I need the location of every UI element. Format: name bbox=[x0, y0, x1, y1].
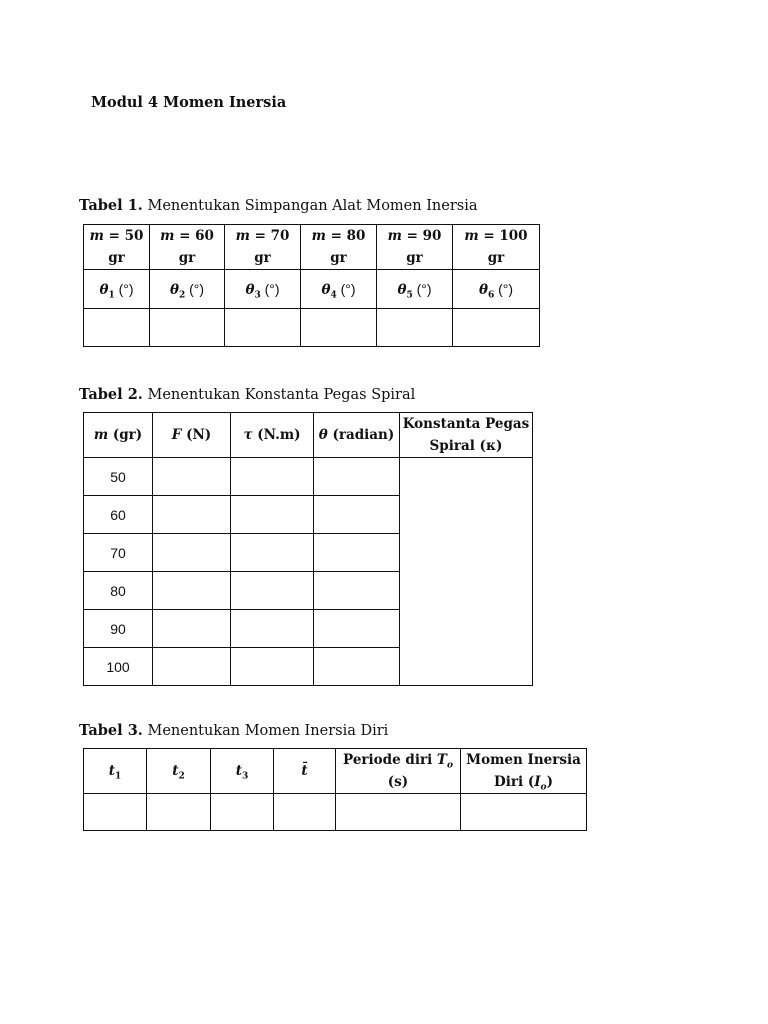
table-cell[interactable] bbox=[153, 496, 231, 534]
table1-mass-header: m = 90 gr bbox=[377, 225, 453, 270]
table-cell[interactable] bbox=[147, 794, 211, 831]
table-cell[interactable] bbox=[211, 794, 274, 831]
table3 bbox=[83, 748, 587, 831]
table-cell[interactable] bbox=[377, 309, 453, 347]
table-cell[interactable] bbox=[231, 458, 314, 496]
table-cell[interactable] bbox=[153, 572, 231, 610]
table1-angle-header: $\theta_6$ (°) bbox=[453, 270, 540, 309]
table1-angle-header: $\theta_3$ (°) bbox=[225, 270, 301, 309]
table3-caption-label: Tabel 3. bbox=[79, 722, 143, 739]
table-cell[interactable] bbox=[231, 610, 314, 648]
table-cell[interactable] bbox=[301, 309, 377, 347]
table-cell[interactable] bbox=[150, 309, 225, 347]
table-cell[interactable] bbox=[231, 534, 314, 572]
table2-header-row bbox=[84, 413, 533, 458]
table2-mass-cell: 90 bbox=[84, 610, 153, 648]
table3-caption bbox=[79, 722, 388, 739]
page-heading: Modul 4 Momen Inersia bbox=[91, 94, 287, 111]
table-cell[interactable] bbox=[231, 648, 314, 686]
table-cell[interactable] bbox=[314, 534, 400, 572]
table1-caption-label: Tabel 1. bbox=[79, 197, 143, 214]
table2-header-torque: τ (N.m) bbox=[231, 413, 314, 458]
table-cell[interactable] bbox=[314, 496, 400, 534]
table-cell[interactable] bbox=[453, 309, 540, 347]
table1 bbox=[83, 224, 540, 347]
table2-mass-cell: 80 bbox=[84, 572, 153, 610]
table2-mass-cell: 100 bbox=[84, 648, 153, 686]
table2-caption-text: Menentukan Konstanta Pegas Spiral bbox=[142, 387, 416, 403]
table-cell[interactable] bbox=[314, 458, 400, 496]
table-cell[interactable] bbox=[225, 309, 301, 347]
table3-header-t2: $t_2$ bbox=[147, 749, 211, 794]
table-cell[interactable] bbox=[84, 309, 150, 347]
table3-header-t3: $t_3$ bbox=[211, 749, 274, 794]
table1-angle-row bbox=[84, 270, 540, 309]
table2-mass-cell: 50 bbox=[84, 458, 153, 496]
table-cell[interactable] bbox=[153, 610, 231, 648]
table2-header-angle: θ (radian) bbox=[314, 413, 400, 458]
table3-header-t1: $t_1$ bbox=[84, 749, 147, 794]
table-cell[interactable] bbox=[231, 572, 314, 610]
table3-header-row bbox=[84, 749, 587, 794]
table3-empty-row bbox=[84, 794, 587, 831]
table1-caption-text: Menentukan Simpangan Alat Momen Inersia bbox=[142, 198, 478, 214]
table2-header-force: F (N) bbox=[153, 413, 231, 458]
table-row bbox=[84, 458, 533, 496]
table2-mass-cell: 60 bbox=[84, 496, 153, 534]
table1-mass-header: m = 50 gr bbox=[84, 225, 150, 270]
table-cell[interactable] bbox=[336, 794, 461, 831]
table2-header-spring-constant: Konstanta Pegas Spiral (κ) bbox=[400, 413, 533, 458]
table1-mass-header: m = 80 gr bbox=[301, 225, 377, 270]
table-cell[interactable] bbox=[153, 458, 231, 496]
table-cell[interactable] bbox=[314, 572, 400, 610]
table1-empty-row bbox=[84, 309, 540, 347]
table1-angle-header: $\theta_2$ (°) bbox=[150, 270, 225, 309]
table3-header-inertia: Momen Inersia Diri $(I_o)$ bbox=[461, 749, 587, 794]
table2-caption bbox=[79, 386, 415, 403]
table-cell[interactable] bbox=[314, 648, 400, 686]
table1-mass-header: m = 70 gr bbox=[225, 225, 301, 270]
table-cell[interactable] bbox=[314, 610, 400, 648]
table2-header-mass: m (gr) bbox=[84, 413, 153, 458]
table2 bbox=[83, 412, 533, 686]
table1-caption bbox=[79, 197, 478, 214]
table-cell[interactable] bbox=[231, 496, 314, 534]
table1-mass-row bbox=[84, 225, 540, 270]
table-cell[interactable] bbox=[153, 534, 231, 572]
table-cell[interactable] bbox=[84, 794, 147, 831]
table1-mass-header: m = 60 gr bbox=[150, 225, 225, 270]
table3-header-period: Periode diri $T_o$ (s) bbox=[336, 749, 461, 794]
table1-angle-header: $\theta_1$ (°) bbox=[84, 270, 150, 309]
table1-angle-header: $\theta_5$ (°) bbox=[377, 270, 453, 309]
table-cell[interactable] bbox=[274, 794, 336, 831]
table1-angle-header: $\theta_4$ (°) bbox=[301, 270, 377, 309]
table3-caption-text: Menentukan Momen Inersia Diri bbox=[142, 723, 389, 739]
table2-spring-constant-cell[interactable] bbox=[400, 458, 533, 686]
table-cell[interactable] bbox=[461, 794, 587, 831]
table2-mass-cell: 70 bbox=[84, 534, 153, 572]
table2-caption-label: Tabel 2. bbox=[79, 386, 143, 403]
table1-mass-header: m = 100 gr bbox=[453, 225, 540, 270]
table3-header-t-mean: t̄ bbox=[274, 749, 336, 794]
table-cell[interactable] bbox=[153, 648, 231, 686]
